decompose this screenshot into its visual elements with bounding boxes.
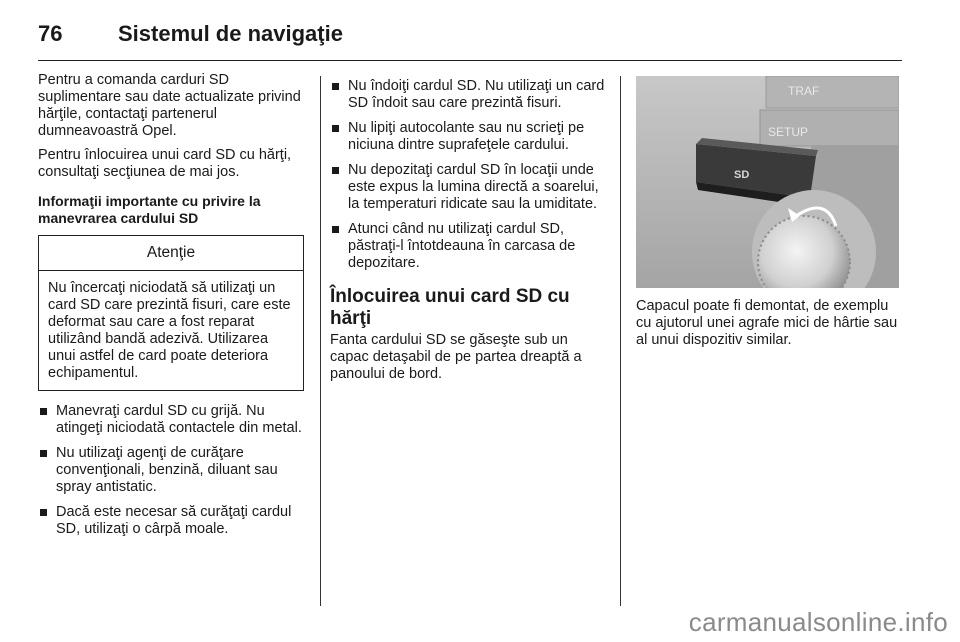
setup-button-label: SETUP	[768, 125, 809, 139]
page-number: 76	[38, 21, 63, 46]
list-item: Nu îndoiţi cardul SD. Nu utilizaţi un card SD îndoit sau care prezintă fisuri.	[330, 78, 606, 112]
column-middle	[330, 72, 606, 390]
dashboard-illustration	[636, 76, 899, 288]
bullet-icon	[332, 167, 339, 174]
photo-caption: Capacul poate fi demontat, de exemplu cu ajutorul unei agrafe mici de hârtie sau al unui dispozitiv similar.	[636, 298, 898, 348]
column-right	[636, 76, 900, 356]
caution-box	[38, 235, 304, 391]
page-header	[38, 14, 902, 54]
header-rule	[38, 60, 902, 61]
caution-title: Atenţie	[39, 236, 303, 271]
caution-text: Nu încercaţi niciodată să utilizaţi un card SD care prezintă fisuri, care este deformat sau care a fost reparat utilizând bandă adezivă. Utilizarea unui astfel de card poate deteriora echipamentul.	[48, 280, 291, 381]
bullet-icon	[40, 509, 47, 516]
bullet-icon	[40, 450, 47, 457]
column-divider-2	[620, 76, 621, 606]
section-paragraph: Fanta cardului SD se găseşte sub un capac detaşabil de pe partea dreaptă a panoului de bord.	[330, 332, 582, 382]
sd-slot-photo	[636, 76, 899, 288]
intro-paragraph: Pentru a comanda carduri SD suplimentare sau date actualizate privind hărţile, contactaţi partenerul dumneavoastră Opel.	[38, 72, 301, 139]
list-item: Atunci când nu utilizaţi cardul SD, păstraţi-l întotdeauna în carcasa de depozitare.	[330, 221, 606, 272]
list-item: Manevraţi cardul SD cu grijă. Nu atingeţi niciodată contactele din metal.	[38, 403, 304, 437]
list-item: Dacă este necesar să curăţaţi cardul SD, utilizaţi o cârpă moale.	[38, 504, 304, 538]
list-item: Nu lipiţi autocolante sau nu scrieţi pe niciuna dintre suprafeţele cardului.	[330, 120, 606, 154]
bullet-icon	[332, 125, 339, 132]
sd-logo: SD	[734, 169, 750, 181]
page-title: Sistemul de navigaţie	[118, 21, 343, 46]
column-divider-1	[320, 76, 321, 606]
column-left	[38, 72, 304, 546]
section-heading: Înlocuirea unui card SD cu hărţi	[330, 286, 570, 329]
watermark: carmanualsonline.info	[688, 607, 948, 637]
handling-list	[38, 403, 304, 538]
replacement-reference-paragraph: Pentru înlocuirea unui card SD cu hărţi, consultaţi secţiunea de mai jos.	[38, 147, 292, 180]
list-item: Nu depozitaţi cardul SD în locaţii unde este expus la lumina directă a soarelui, la temperaturi ridicate sau la umiditate.	[330, 162, 606, 213]
bullet-icon	[332, 83, 339, 90]
handling-subheading: Informaţii importante cu privire la manevrarea cardului SD	[38, 193, 261, 226]
bullet-icon	[332, 226, 339, 233]
traf-button-label: TRAF	[788, 84, 820, 98]
bullet-icon	[40, 408, 47, 415]
storage-list	[330, 78, 606, 272]
list-item: Nu utilizaţi agenţi de curăţare convenţionali, benzină, diluant sau spray antistatic.	[38, 445, 304, 496]
